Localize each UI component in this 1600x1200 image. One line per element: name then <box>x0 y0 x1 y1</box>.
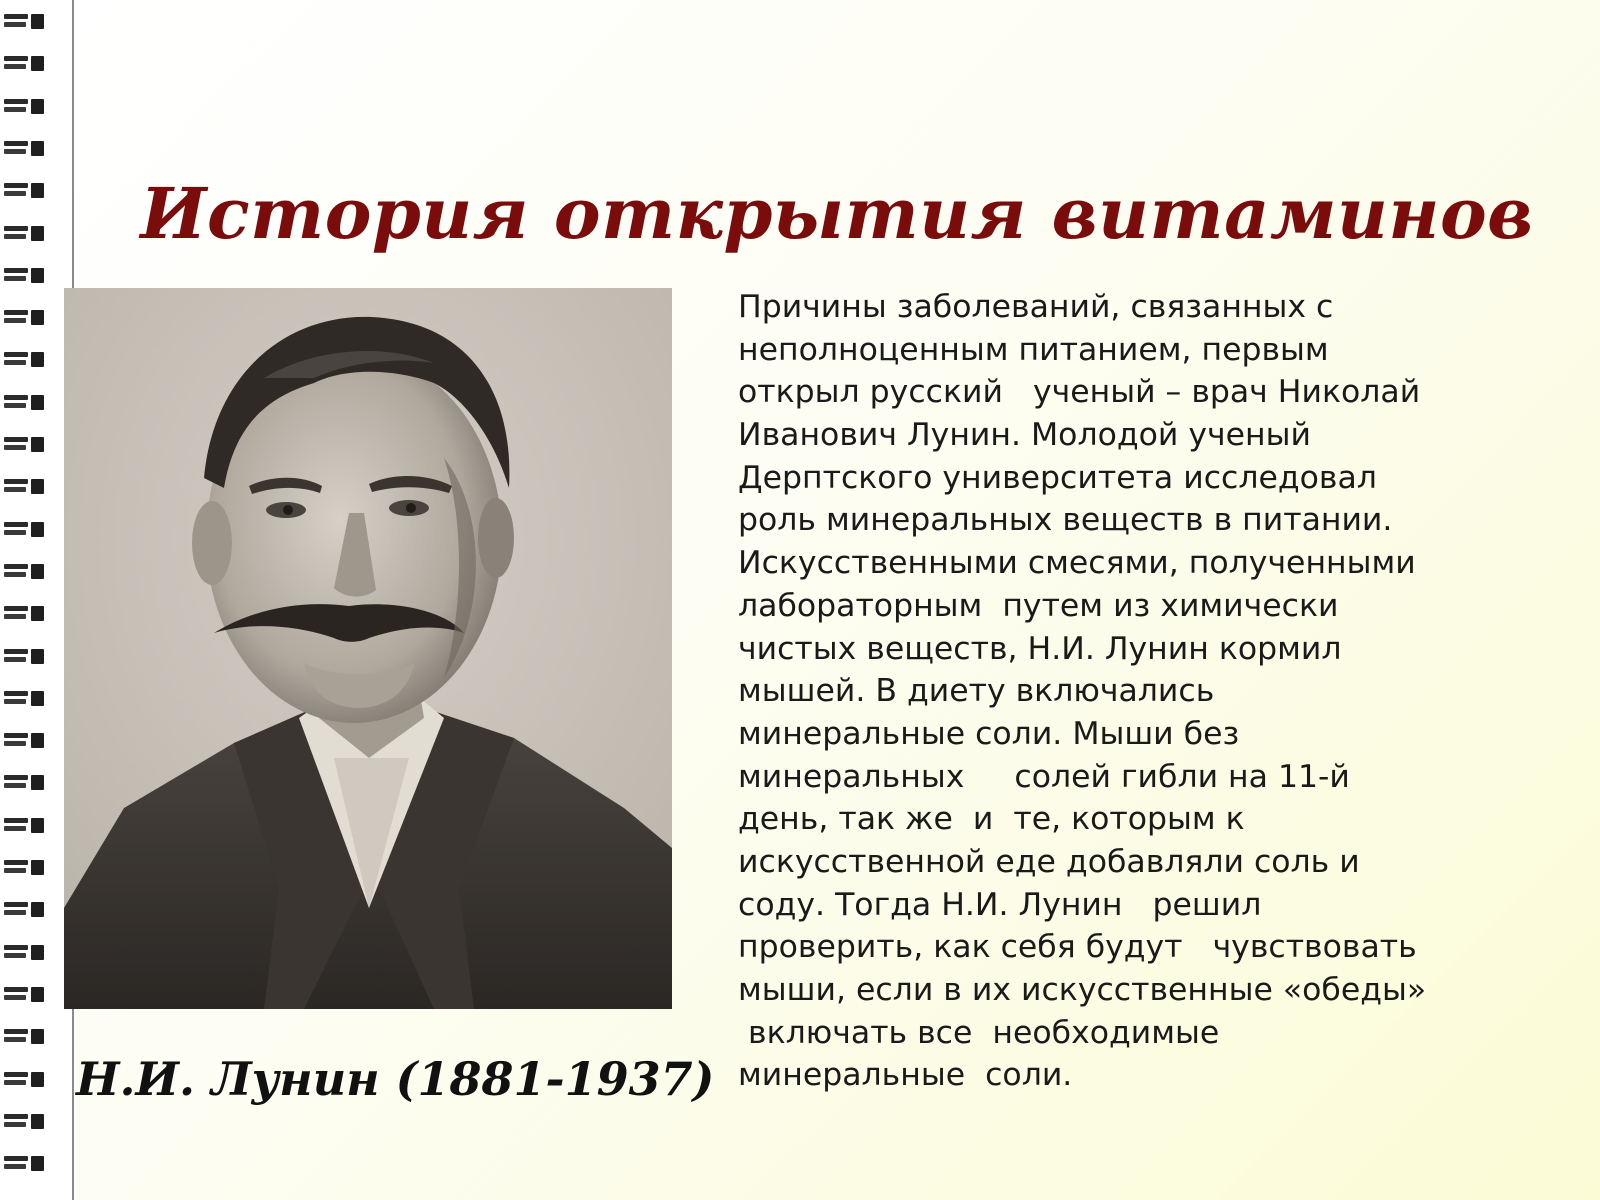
binding-ring <box>4 1072 50 1091</box>
binding-ring <box>4 14 50 33</box>
binding-ring <box>4 99 50 118</box>
binding-ring <box>4 818 50 837</box>
body-line: роль минеральных веществ в питании. <box>718 502 1393 539</box>
binding-ring <box>4 606 50 625</box>
binding-ring <box>4 775 50 794</box>
binding-ring <box>4 437 50 456</box>
body-line: минеральные соли. Мыши без <box>718 715 1240 752</box>
binding-ring <box>4 564 50 583</box>
body-line: чистых веществ, Н.И. Лунин кормил <box>718 630 1342 667</box>
binding-ring <box>4 649 50 668</box>
body-line: мыши, если в их искусственные «обеды» <box>718 972 1427 1008</box>
binding-ring <box>4 987 50 1006</box>
binding-ring <box>4 395 50 414</box>
binding-ring <box>4 141 50 160</box>
binding-ring <box>4 1114 50 1133</box>
binding-ring <box>4 268 50 287</box>
body-line: неполноценным питанием, первым <box>718 331 1329 368</box>
body-line: лабораторным путем из химически <box>718 587 1339 624</box>
body-line: день, так же и те, которым к <box>718 801 1245 838</box>
binding-ring <box>4 226 50 245</box>
body-line: Искусственными смесями, полученными <box>718 545 1416 582</box>
binding-ring <box>4 56 50 75</box>
body-line: мышей. В диету включались <box>718 673 1215 710</box>
portrait-caption: Н.И. Лунин (1881-1937) <box>76 1052 715 1106</box>
binding-ring <box>4 902 50 921</box>
spiral-binding <box>0 0 72 1200</box>
body-line: Иванович Лунин. Молодой ученый <box>718 417 1311 454</box>
binding-ring <box>4 352 50 371</box>
body-line: проверить, как себя будут чувствовать <box>718 929 1417 966</box>
binding-ring <box>4 479 50 498</box>
binding-ring <box>4 1156 50 1175</box>
body-text <box>718 286 1538 1097</box>
slide-title: История открытия витаминов <box>140 172 1534 255</box>
body-line: открыл русский ученый – врач Николай <box>718 374 1421 411</box>
body-line: соду. Тогда Н.И. Лунин решил <box>718 886 1262 923</box>
binding-ring <box>4 691 50 710</box>
binding-ring <box>4 733 50 752</box>
body-line: включать все необходимые <box>718 1014 1220 1051</box>
portrait-image <box>64 288 672 1009</box>
binding-ring <box>4 183 50 202</box>
binding-ring <box>4 860 50 879</box>
body-line: Дерптского университета исследовал <box>718 459 1377 496</box>
body-line: минеральные соли. <box>718 1057 1073 1094</box>
binding-ring <box>4 310 50 329</box>
body-line: искусственной еде добавляли соль и <box>718 843 1360 880</box>
binding-ring <box>4 945 50 964</box>
binding-ring <box>4 1029 50 1048</box>
body-line: Причины заболеваний, связанных с <box>718 289 1334 325</box>
body-line: минеральных солей гибли на 11-й <box>718 758 1350 795</box>
binding-ring <box>4 522 50 541</box>
portrait-photo <box>64 288 672 1009</box>
